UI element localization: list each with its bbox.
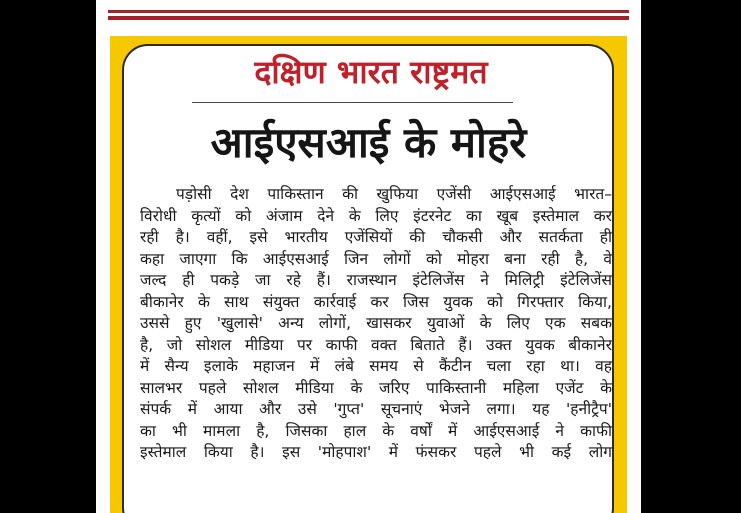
article-headline: आईएसआई के मोहरे [210,118,527,167]
article-line: सालभर पहले सोशल मीडिया के जरिए पाकिस्तानी महिला एजेंट के [140,378,612,397]
article-line: जल्द ही पकड़े जा रहे हैं। राजस्थान इंटेलिजेंस ने मिलिट्री इंटेलिजेंस [140,271,612,289]
article-line: उससे हुए 'खुलासे' अन्य लोगों, खासकर युवाओं के लिए एक सबक [140,314,612,332]
article-line: इस्तेमाल किया है। इस 'मोहपाश' में फंसकर पहले भी कई लोग [140,443,612,461]
article-line: है, जो सोशल मीडिया पर काफी वक्त बिताते हैं। उक्त युवक बीकानेर [140,335,612,354]
article-body [140,184,612,464]
article-line: रही है। वहीं, इसे भारतीय एजेंसियों की चौकसी और सतर्कता ही [140,228,612,246]
top-rule-thin [108,10,629,13]
article-line: संपर्क में आया और उसे 'गुप्त' सूचनाएं भेजने लगा। यह 'हनीट्रैप' [140,400,612,418]
top-rule-thick [108,16,629,20]
masthead-title: दक्षिण भारत राष्ट्रमत [254,53,488,91]
article-line: बीकानेर के साथ संयुक्त कार्रवाई कर जिस युवक को गिरफ्तार किया, [140,292,612,311]
article-line: में सैन्य इलाके महाजन में लंबे समय से कैंटीन चला रहा था। वह [140,357,612,375]
article-line: पड़ोसी देश पाकिस्तान की खुफिया एजेंसी आईएसआई भारत– [176,185,612,203]
article-line: का भी मामला है, जिसका हाल के वर्षों में आईएसआई ने काफी [140,421,612,440]
article-line: कहा जाएगा कि आईएसआई जिन लोगों को मोहरा बना रही है, वे [140,249,612,268]
masthead-underline [192,102,513,103]
article-line: विरोधी कृत्यों को अंजाम देने के लिए इंटरनेट का खूब इस्तेमाल कर [140,206,612,225]
